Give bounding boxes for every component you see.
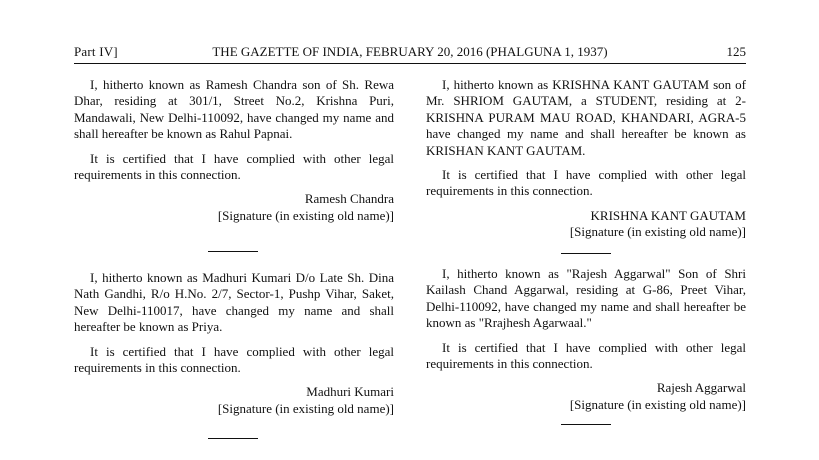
notice-madhuri-kumari xyxy=(74,270,394,417)
signature-note: [Signature (in existing old name)] xyxy=(217,400,394,416)
notice-body: I, hitherto known as Ramesh Chandra son of Sh. Rewa Dhar, residing at 301/1, Street No.2, Krishna Puri, Mandawali, New Delhi-110092, have changed my name and shall hereafter be known as Rahul Papnai. xyxy=(74,77,394,142)
signatory-name: Rajesh Aggarwal xyxy=(656,380,746,396)
notice-certification: It is certified that I have complied with other legal requirements in this connection. xyxy=(74,150,394,183)
notice-separator xyxy=(561,424,611,425)
notice-body: I, hitherto known as KRISHNA KANT GAUTAM son of Mr. SHRIOM GAUTAM, a STUDENT, residing at 2-KRISHNA PURAM MAU ROAD, KHANDARI, AGRA-5 have changed my name and shall hereafter be known as KRISHAN KANT GAUTAM. xyxy=(426,77,746,158)
signature-note: [Signature (in existing old name)] xyxy=(569,224,746,240)
part-label: Part IV] xyxy=(74,44,118,59)
signatory-name: KRISHNA KANT GAUTAM xyxy=(590,207,746,223)
notice-separator xyxy=(561,253,611,254)
header-rule xyxy=(74,63,746,64)
notice-certification: It is certified that I have complied with other legal requirements in this connection. xyxy=(426,339,746,372)
notice-certification: It is certified that I have complied with other legal requirements in this connection. xyxy=(74,343,394,376)
signatory-name: Ramesh Chandra xyxy=(304,191,394,207)
signature-note: [Signature (in existing old name)] xyxy=(569,396,746,412)
notice-krishna-kant-gautam xyxy=(426,77,746,241)
gazette-title: THE GAZETTE OF INDIA, FEBRUARY 20, 2016 (PHALGUNA 1, 1937) xyxy=(212,44,608,59)
signatory-name: Madhuri Kumari xyxy=(306,384,394,400)
notice-certification: It is certified that I have complied with other legal requirements in this connection. xyxy=(426,167,746,199)
page-number: 125 xyxy=(726,44,746,59)
notice-body: I, hitherto known as "Rajesh Aggarwal" Son of Shri Kailash Chand Aggarwal, residing at G-86, Preet Vihar, Delhi-110092, have changed my name and shall hereafter be known as "Rrajhesh Agarwaal." xyxy=(426,266,746,331)
notice-separator xyxy=(208,438,258,439)
notice-ramesh-chandra xyxy=(74,77,394,224)
notice-body: I, hitherto known as Madhuri Kumari D/o Late Sh. Dina Nath Gandhi, R/o H.No. 2/7, Sector-1, Pushp Vihar, Saket, New Delhi-110017, have changed my name and shall hereafter be known as Priya. xyxy=(74,270,394,335)
notice-separator xyxy=(208,251,258,252)
notice-rajesh-aggarwal xyxy=(426,266,746,413)
signature-note: [Signature (in existing old name)] xyxy=(217,207,394,223)
gazette-header xyxy=(74,44,746,60)
